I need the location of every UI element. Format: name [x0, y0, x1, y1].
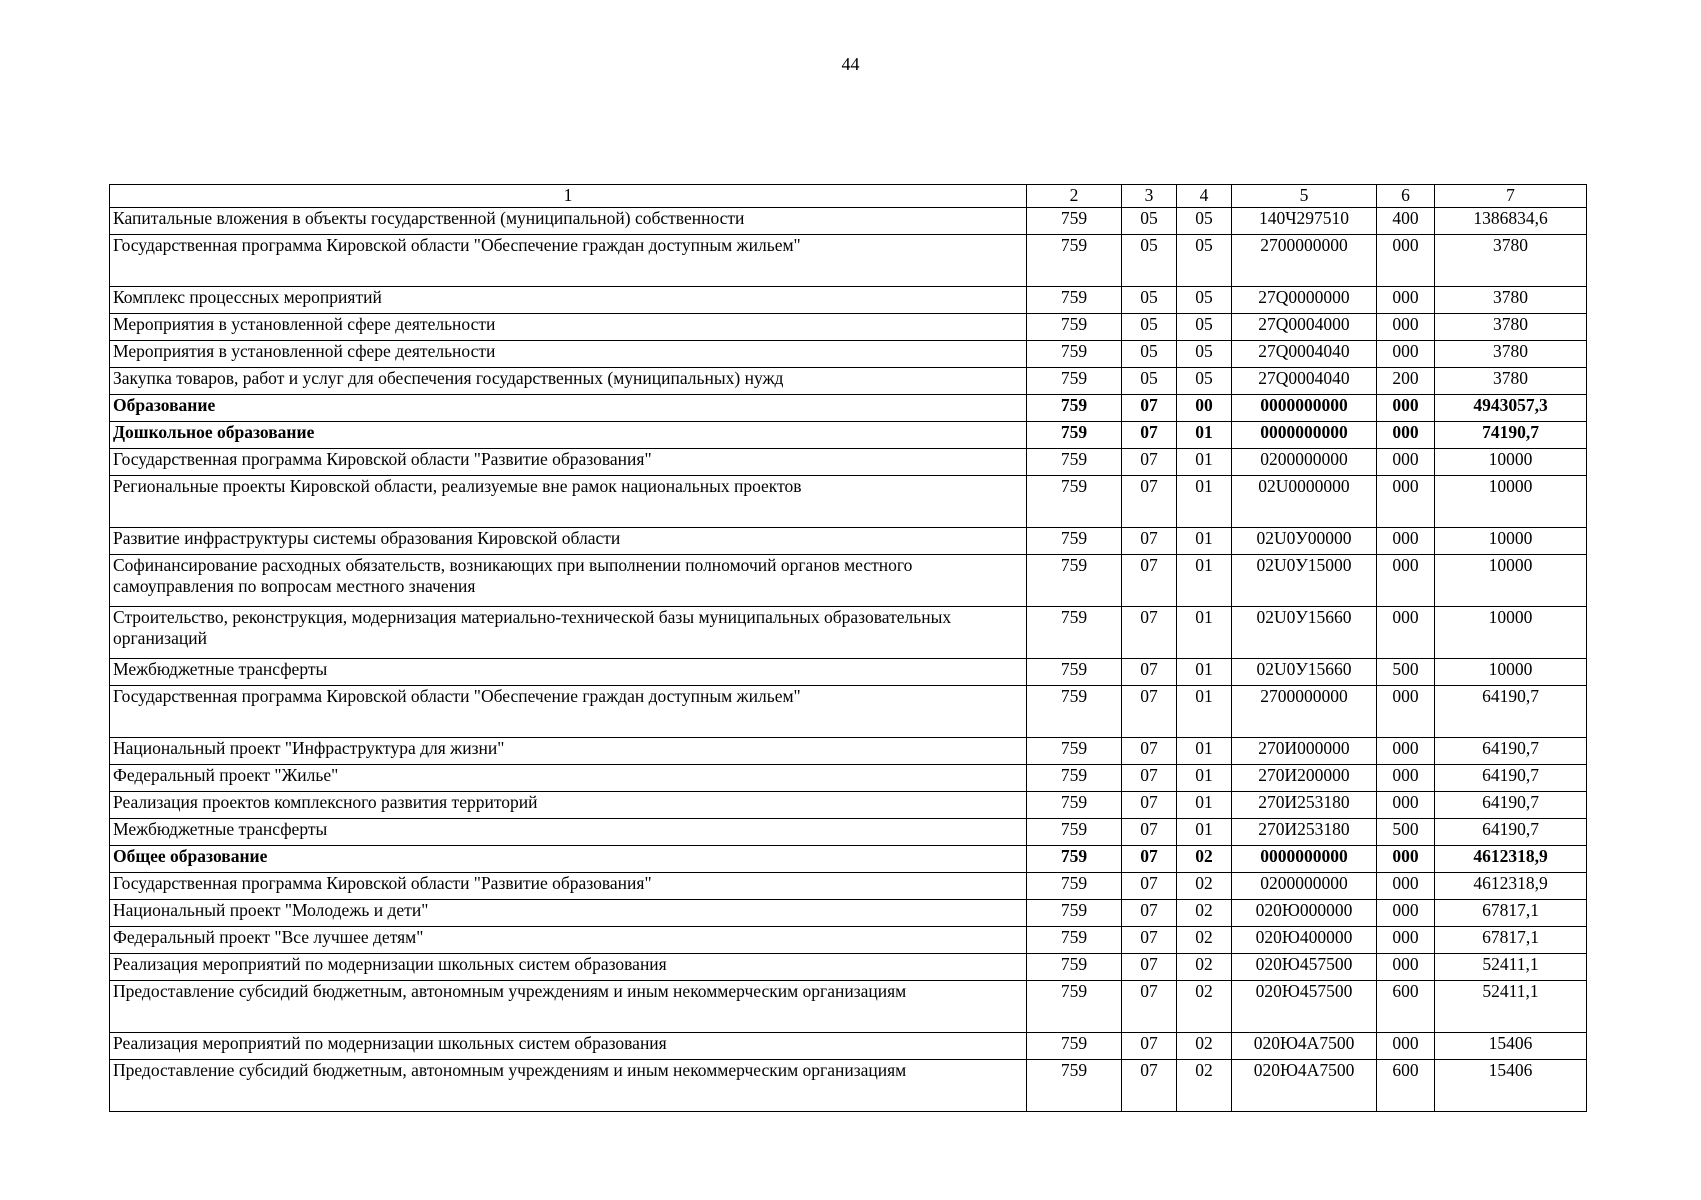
cell-col-4: 01: [1177, 476, 1232, 528]
cell-col-2: 759: [1027, 765, 1122, 792]
header-col-6: 6: [1377, 185, 1435, 208]
cell-col-7: 10000: [1435, 528, 1587, 555]
cell-col-4: 02: [1177, 1060, 1232, 1112]
cell-col-6: 000: [1377, 476, 1435, 528]
cell-name: Развитие инфраструктуры системы образования Кировской области: [110, 528, 1027, 555]
cell-name: Образование: [110, 395, 1027, 422]
cell-col-3: 07: [1122, 422, 1177, 449]
cell-col-6: 000: [1377, 422, 1435, 449]
cell-col-3: 07: [1122, 981, 1177, 1033]
cell-name: Государственная программа Кировской области "Обеспечение граждан доступным жильем": [110, 686, 1027, 738]
cell-name: Государственная программа Кировской области "Обеспечение граждан доступным жильем": [110, 235, 1027, 287]
header-row: [110, 185, 1587, 208]
cell-col-3: 05: [1122, 235, 1177, 287]
cell-col-3: 07: [1122, 1060, 1177, 1112]
cell-col-2: 759: [1027, 287, 1122, 314]
cell-col-3: 07: [1122, 395, 1177, 422]
cell-col-4: 01: [1177, 528, 1232, 555]
cell-col-2: 759: [1027, 819, 1122, 846]
cell-col-4: 05: [1177, 314, 1232, 341]
cell-col-3: 07: [1122, 659, 1177, 686]
cell-col-5: 27Q0000000: [1232, 287, 1377, 314]
table-row: [110, 208, 1587, 235]
cell-col-4: 02: [1177, 1033, 1232, 1060]
cell-col-4: 05: [1177, 235, 1232, 287]
cell-col-7: 52411,1: [1435, 954, 1587, 981]
cell-col-2: 759: [1027, 607, 1122, 659]
cell-col-6: 500: [1377, 819, 1435, 846]
cell-col-2: 759: [1027, 528, 1122, 555]
cell-col-4: 05: [1177, 287, 1232, 314]
table-row: [110, 555, 1587, 607]
cell-col-5: 020Ю000000: [1232, 900, 1377, 927]
cell-col-2: 759: [1027, 792, 1122, 819]
cell-col-7: 64190,7: [1435, 819, 1587, 846]
cell-col-5: 27Q0004040: [1232, 341, 1377, 368]
table-row: [110, 792, 1587, 819]
cell-col-5: 0000000000: [1232, 846, 1377, 873]
cell-col-7: 3780: [1435, 368, 1587, 395]
cell-col-5: 27Q0004040: [1232, 368, 1377, 395]
cell-col-7: 67817,1: [1435, 927, 1587, 954]
cell-col-7: 10000: [1435, 607, 1587, 659]
table-row: [110, 449, 1587, 476]
cell-col-6: 000: [1377, 738, 1435, 765]
cell-col-4: 01: [1177, 738, 1232, 765]
cell-col-5: 0200000000: [1232, 449, 1377, 476]
cell-col-5: 270И253180: [1232, 819, 1377, 846]
cell-name: Предоставление субсидий бюджетным, автономным учреждениям и иным некоммерческим организациям: [110, 1060, 1027, 1112]
cell-col-3: 05: [1122, 368, 1177, 395]
cell-col-7: 74190,7: [1435, 422, 1587, 449]
cell-col-7: 10000: [1435, 555, 1587, 607]
cell-col-4: 01: [1177, 555, 1232, 607]
cell-name: Федеральный проект "Жилье": [110, 765, 1027, 792]
cell-col-6: 000: [1377, 765, 1435, 792]
cell-name: Реализация мероприятий по модернизации школьных систем образования: [110, 1033, 1027, 1060]
cell-col-7: 3780: [1435, 341, 1587, 368]
cell-col-4: 02: [1177, 927, 1232, 954]
cell-col-6: 000: [1377, 846, 1435, 873]
cell-col-3: 07: [1122, 686, 1177, 738]
cell-name: Строительство, реконструкция, модернизация материально-технической базы муниципальных образовательных организаций: [110, 607, 1027, 659]
cell-col-2: 759: [1027, 235, 1122, 287]
cell-col-6: 500: [1377, 659, 1435, 686]
table-row: [110, 819, 1587, 846]
cell-col-5: 02U0У00000: [1232, 528, 1377, 555]
cell-col-5: 0000000000: [1232, 422, 1377, 449]
cell-col-5: 270И253180: [1232, 792, 1377, 819]
cell-col-5: 140Ч297510: [1232, 208, 1377, 235]
cell-col-2: 759: [1027, 368, 1122, 395]
cell-col-2: 759: [1027, 954, 1122, 981]
page-number: 44: [841, 54, 860, 74]
cell-col-5: 020Ю4А7500: [1232, 1033, 1377, 1060]
cell-col-7: 4612318,9: [1435, 846, 1587, 873]
cell-col-7: 64190,7: [1435, 686, 1587, 738]
cell-col-3: 07: [1122, 792, 1177, 819]
cell-col-2: 759: [1027, 873, 1122, 900]
cell-col-3: 07: [1122, 449, 1177, 476]
cell-col-2: 759: [1027, 1033, 1122, 1060]
cell-col-2: 759: [1027, 449, 1122, 476]
cell-col-6: 600: [1377, 981, 1435, 1033]
table-row: [110, 607, 1587, 659]
table-row: [110, 927, 1587, 954]
cell-col-3: 07: [1122, 555, 1177, 607]
cell-col-6: 000: [1377, 873, 1435, 900]
cell-col-6: 000: [1377, 1033, 1435, 1060]
cell-col-7: 3780: [1435, 287, 1587, 314]
cell-col-3: 07: [1122, 607, 1177, 659]
cell-col-3: 07: [1122, 954, 1177, 981]
cell-col-4: 02: [1177, 954, 1232, 981]
cell-col-3: 05: [1122, 314, 1177, 341]
cell-col-5: 0200000000: [1232, 873, 1377, 900]
table-row: [110, 981, 1587, 1033]
cell-col-5: 020Ю457500: [1232, 981, 1377, 1033]
cell-col-2: 759: [1027, 981, 1122, 1033]
cell-col-5: 270И200000: [1232, 765, 1377, 792]
table-row: [110, 368, 1587, 395]
cell-name: Общее образование: [110, 846, 1027, 873]
cell-col-6: 000: [1377, 900, 1435, 927]
cell-col-7: 4943057,3: [1435, 395, 1587, 422]
cell-col-6: 000: [1377, 395, 1435, 422]
table-row: [110, 422, 1587, 449]
cell-col-2: 759: [1027, 659, 1122, 686]
cell-col-3: 07: [1122, 528, 1177, 555]
cell-col-2: 759: [1027, 555, 1122, 607]
table-row: [110, 528, 1587, 555]
cell-col-3: 07: [1122, 738, 1177, 765]
cell-col-6: 200: [1377, 368, 1435, 395]
cell-col-6: 000: [1377, 235, 1435, 287]
cell-col-6: 000: [1377, 314, 1435, 341]
cell-col-5: 2700000000: [1232, 235, 1377, 287]
cell-col-3: 07: [1122, 846, 1177, 873]
cell-col-3: 07: [1122, 927, 1177, 954]
cell-col-4: 02: [1177, 873, 1232, 900]
table-row: [110, 846, 1587, 873]
cell-col-7: 3780: [1435, 235, 1587, 287]
cell-name: Региональные проекты Кировской области, реализуемые вне рамок национальных проектов: [110, 476, 1027, 528]
cell-col-2: 759: [1027, 395, 1122, 422]
table-row: [110, 900, 1587, 927]
cell-col-7: 3780: [1435, 314, 1587, 341]
cell-name: Софинансирование расходных обязательств, возникающих при выполнении полномочий органов местного самоуправления по вопросам местного значения: [110, 555, 1027, 607]
cell-name: Закупка товаров, работ и услуг для обеспечения государственных (муниципальных) нужд: [110, 368, 1027, 395]
cell-col-6: 000: [1377, 555, 1435, 607]
cell-col-7: 1386834,6: [1435, 208, 1587, 235]
cell-col-4: 01: [1177, 422, 1232, 449]
cell-col-2: 759: [1027, 476, 1122, 528]
cell-col-7: 10000: [1435, 449, 1587, 476]
cell-name: Федеральный проект "Все лучшее детям": [110, 927, 1027, 954]
cell-col-2: 759: [1027, 314, 1122, 341]
cell-col-3: 05: [1122, 341, 1177, 368]
table-row: [110, 1033, 1587, 1060]
cell-col-2: 759: [1027, 1060, 1122, 1112]
header-col-5: 5: [1232, 185, 1377, 208]
cell-name: Мероприятия в установленной сфере деятельности: [110, 341, 1027, 368]
cell-col-5: 27Q0004000: [1232, 314, 1377, 341]
cell-col-6: 000: [1377, 927, 1435, 954]
cell-col-6: 000: [1377, 287, 1435, 314]
cell-col-6: 000: [1377, 792, 1435, 819]
cell-name: Комплекс процессных мероприятий: [110, 287, 1027, 314]
table-row: [110, 954, 1587, 981]
cell-col-5: 02U0000000: [1232, 476, 1377, 528]
cell-col-3: 07: [1122, 476, 1177, 528]
cell-col-3: 07: [1122, 819, 1177, 846]
cell-col-7: 4612318,9: [1435, 873, 1587, 900]
cell-col-6: 000: [1377, 954, 1435, 981]
cell-col-4: 05: [1177, 368, 1232, 395]
cell-col-2: 759: [1027, 900, 1122, 927]
table-row: [110, 395, 1587, 422]
cell-col-6: 000: [1377, 341, 1435, 368]
cell-name: Государственная программа Кировской области "Развитие образования": [110, 449, 1027, 476]
cell-col-3: 07: [1122, 873, 1177, 900]
cell-col-6: 000: [1377, 528, 1435, 555]
table-row: [110, 314, 1587, 341]
cell-col-4: 02: [1177, 981, 1232, 1033]
cell-col-4: 01: [1177, 607, 1232, 659]
budget-table-wrapper: [109, 184, 1587, 1112]
cell-col-2: 759: [1027, 846, 1122, 873]
cell-col-2: 759: [1027, 927, 1122, 954]
header-col-2: 2: [1027, 185, 1122, 208]
cell-col-7: 64190,7: [1435, 792, 1587, 819]
cell-col-4: 05: [1177, 208, 1232, 235]
cell-col-4: 01: [1177, 686, 1232, 738]
cell-name: Капитальные вложения в объекты государственной (муниципальной) собственности: [110, 208, 1027, 235]
cell-col-5: 0000000000: [1232, 395, 1377, 422]
cell-col-2: 759: [1027, 341, 1122, 368]
cell-col-3: 07: [1122, 1033, 1177, 1060]
cell-col-2: 759: [1027, 738, 1122, 765]
header-col-1: 1: [110, 185, 1027, 208]
cell-name: Национальный проект "Инфраструктура для жизни": [110, 738, 1027, 765]
cell-col-4: 01: [1177, 765, 1232, 792]
cell-name: Межбюджетные трансферты: [110, 659, 1027, 686]
cell-col-6: 000: [1377, 686, 1435, 738]
cell-col-3: 07: [1122, 900, 1177, 927]
cell-col-5: 02U0У15000: [1232, 555, 1377, 607]
cell-col-7: 15406: [1435, 1033, 1587, 1060]
cell-col-6: 000: [1377, 449, 1435, 476]
cell-name: Межбюджетные трансферты: [110, 819, 1027, 846]
cell-col-6: 600: [1377, 1060, 1435, 1112]
table-header: [110, 185, 1587, 208]
cell-name: Реализация проектов комплексного развития территорий: [110, 792, 1027, 819]
cell-col-7: 67817,1: [1435, 900, 1587, 927]
cell-col-4: 05: [1177, 341, 1232, 368]
cell-col-6: 000: [1377, 607, 1435, 659]
cell-col-4: 01: [1177, 659, 1232, 686]
cell-col-5: 2700000000: [1232, 686, 1377, 738]
budget-table: [109, 184, 1587, 1112]
cell-col-5: 020Ю4А7500: [1232, 1060, 1377, 1112]
cell-col-4: 01: [1177, 449, 1232, 476]
cell-col-3: 05: [1122, 208, 1177, 235]
cell-col-2: 759: [1027, 422, 1122, 449]
cell-col-4: 01: [1177, 819, 1232, 846]
header-col-3: 3: [1122, 185, 1177, 208]
table-row: [110, 765, 1587, 792]
cell-name: Дошкольное образование: [110, 422, 1027, 449]
cell-col-4: 02: [1177, 900, 1232, 927]
cell-col-2: 759: [1027, 208, 1122, 235]
cell-col-5: 270И000000: [1232, 738, 1377, 765]
table-row: [110, 738, 1587, 765]
cell-col-5: 02U0У15660: [1232, 659, 1377, 686]
cell-name: Национальный проект "Молодежь и дети": [110, 900, 1027, 927]
table-row: [110, 287, 1587, 314]
cell-name: Предоставление субсидий бюджетным, автономным учреждениям и иным некоммерческим организациям: [110, 981, 1027, 1033]
table-row: [110, 659, 1587, 686]
cell-col-7: 64190,7: [1435, 765, 1587, 792]
cell-col-7: 10000: [1435, 659, 1587, 686]
cell-col-3: 05: [1122, 287, 1177, 314]
cell-col-2: 759: [1027, 686, 1122, 738]
cell-name: Государственная программа Кировской области "Развитие образования": [110, 873, 1027, 900]
cell-col-4: 00: [1177, 395, 1232, 422]
table-row: [110, 873, 1587, 900]
cell-col-6: 400: [1377, 208, 1435, 235]
table-row: [110, 476, 1587, 528]
cell-name: Реализация мероприятий по модернизации школьных систем образования: [110, 954, 1027, 981]
table-row: [110, 1060, 1587, 1112]
table-row: [110, 341, 1587, 368]
cell-col-7: 10000: [1435, 476, 1587, 528]
cell-col-4: 01: [1177, 792, 1232, 819]
cell-col-5: 02U0У15660: [1232, 607, 1377, 659]
table-body: [110, 208, 1587, 1112]
cell-col-3: 07: [1122, 765, 1177, 792]
cell-col-7: 52411,1: [1435, 981, 1587, 1033]
header-col-4: 4: [1177, 185, 1232, 208]
table-row: [110, 235, 1587, 287]
cell-name: Мероприятия в установленной сфере деятельности: [110, 314, 1027, 341]
header-col-7: 7: [1435, 185, 1587, 208]
cell-col-4: 02: [1177, 846, 1232, 873]
cell-col-7: 15406: [1435, 1060, 1587, 1112]
cell-col-5: 020Ю457500: [1232, 954, 1377, 981]
cell-col-5: 020Ю400000: [1232, 927, 1377, 954]
table-row: [110, 686, 1587, 738]
cell-col-7: 64190,7: [1435, 738, 1587, 765]
